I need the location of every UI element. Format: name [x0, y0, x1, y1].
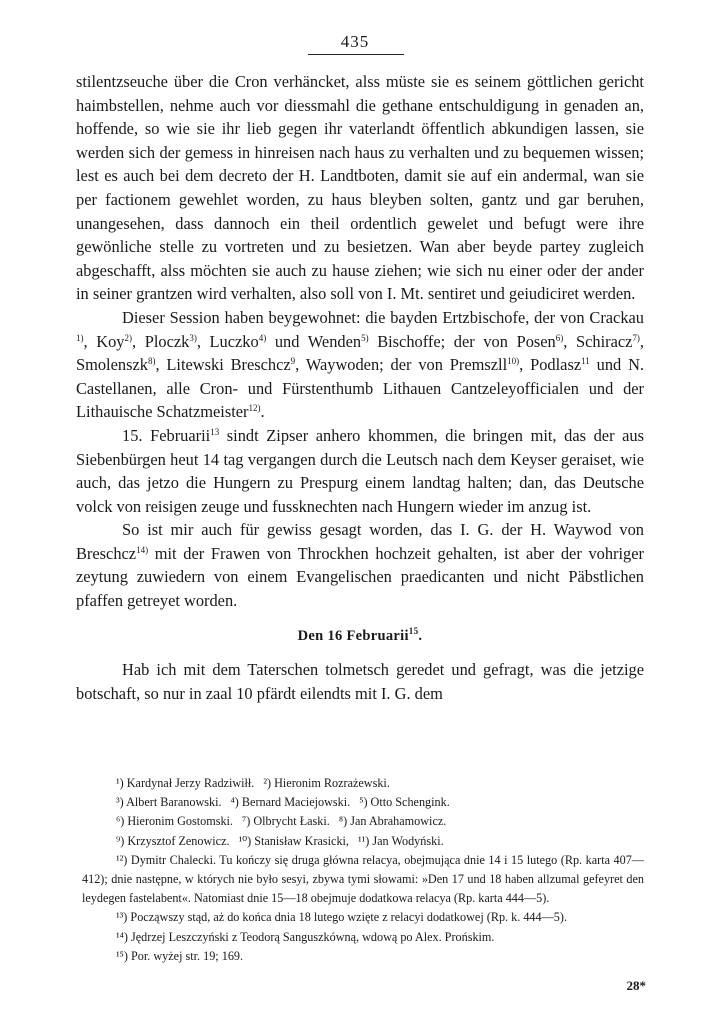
- page-number-rule: [308, 54, 404, 55]
- page-number: 435: [340, 32, 370, 51]
- footnote-12: ¹²) Dymitr Chalecki. Tu kończy się druga główna relacya, obejmująca dnie 14 i 15 lutego (Rp. karta 407—412); dnie następne, w których nie było sesyi, zbywa tymi słowami: »Den 17 und 18 haben allzumal gefeyret den leydegen fastelabent«. Natomiast dnie 15—18 obejmuje dodatkowa relacya (Rp. karta 444—5).: [82, 852, 644, 906]
- footnote-13: ¹³) Począwszy stąd, aż do końca dnia 18 lutego wzięte z relacyi dodatkowej (Rp. k. 444—5).: [116, 910, 567, 925]
- section-heading: Den 16 Februarii$^{15}$.: [297, 625, 423, 644]
- footnote-line: ⁹) Krzysztof Zenowicz. ¹⁰) Stanisław Krasicki, ¹¹) Jan Wodyński.: [116, 833, 444, 848]
- paragraph-2: Dieser Session haben beygewohnet: die bayden Ertzbischofe, der von Crackau $^{1)}$, Koy$^{2)}$, Ploczk$^{3)}$, Luczko$^{4)}$ und Wenden$^{5)}$ Bischoffe; der von Posen$^{6)}$, Schiracz$^{7)}$, Smolenszk$^{8)}$, Litewski Breschcz$^9$, Waywoden; der von Premszll$^{10)}$, Podlasz$^{11}$ und N. Castellanen, alle Cron- und Fürstenthumb Lithauen Cantzeleyofficialen und der Lithauische Schatzmeister$^{12)}$.: [76, 307, 645, 422]
- paragraph-1: stilentzseuche über die Cron verhäncket, alss müste sie es seinem göttlichen gericht haimbstellen, nehme auch vor diessmahl die gethane entschuldigung in genaden an, hoffende, so wie sie ihr lieb gegen ihr vaterlandt öffentlich abkundigen lassen, sie werden sich der gemess in hinreisen nach haus zu verhalten und zu bequemen wissen; lest es auch bei dem decreto der H. Landtboten, damit sie auf ein andermal, wan sie per factionem gewehlet worden, zu haus bleyben solten, gantz und gar beruhen, unangesehen, dass dannoch ein theil ordentlich gewelet und befugt were ihre gewönliche stelle zu vortreten und zu besietzen. Wan aber beyde partey zugleich abgeschafft, alss möchten sie auch zu hause ziehen; wie sich nu einer oder der ander in seiner grantzen wird verhalten, also soll von I. Mt. sentiret und geiudiciret werden.: [76, 72, 644, 304]
- paragraph-4: So ist mir auch für gewiss gesagt worden, das I. G. der H. Waywod von Breschcz$^{14)}$ mit der Frawen von Throckhen hochzeit gehalten, ist aber der vohriger zeytung zuwiedern von einem Evangelischen praedicanten und nicht Päbstlichen pfaffen getreyet worden.: [76, 520, 644, 611]
- footnote-14: ¹⁴) Jędrzej Leszczyński z Teodorą Sanguszkówną, wdową po Alex. Prońskim.: [116, 929, 495, 944]
- printer-signature-mark: 28*: [626, 978, 646, 993]
- main-text: [76, 70, 644, 705]
- paragraph-3: 15. Februarii$^{13}$ sindt Zipser anhero khommen, die bringen mit, das der aus Siebenbürgen heut 14 tag vergangen durch die Leutsch nach dem Keyser geraiset, wie auch, das jetzo die Hungern zu Prespurg einem landtag halten; dan, das Deutsche volck von reisigen zeuge und fussknechten nach Hungern wieder im anzug ist.: [76, 425, 644, 516]
- footnote-15: ¹⁵) Por. wyżej str. 19; 169.: [116, 948, 244, 963]
- footnote-line: ¹) Kardynał Jerzy Radziwiłł. ²) Hieronim Rozrażewski.: [116, 776, 390, 790]
- footnote-line: ⁶) Hieronim Gostomski. ⁷) Olbrycht Łaski. ⁸) Jan Abrahamowicz.: [116, 814, 447, 829]
- footnote-line: ³) Albert Baranowski. ⁴) Bernard Maciejowski. ⁵) Otto Schengink.: [116, 795, 450, 810]
- footnotes: [82, 774, 644, 966]
- paragraph-5: Hab ich mit dem Taterschen tolmetsch geredet und gefragt, was die jetzige botschaft, so nur in zaal 10 pfärdt eilendts mit I. G. dem: [76, 660, 644, 703]
